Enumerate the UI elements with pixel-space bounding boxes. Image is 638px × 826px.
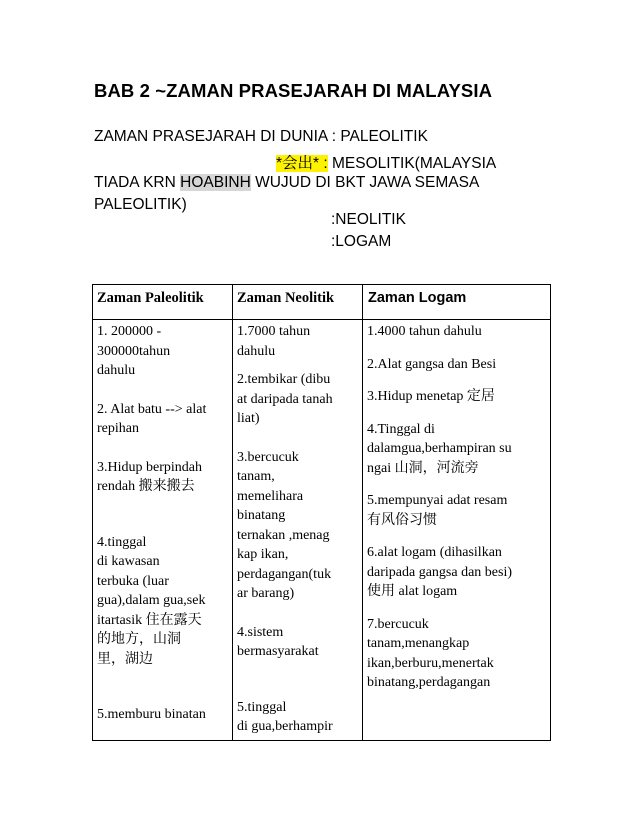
logam-item-5: 5.mempunyai adat resam 有风俗习惯	[367, 493, 508, 528]
neolitik-cell	[233, 320, 363, 741]
intro-line-4: PALEOLITIK)	[94, 196, 187, 213]
intro-line-3	[94, 174, 479, 192]
logam-item-6: 6.alat logam (dihasilkan daripada gangsa dan besi) 使用 alat logam	[367, 545, 512, 599]
logam-cell	[363, 320, 551, 741]
logam-item-3: 3.Hidup menetap 定居	[367, 389, 495, 404]
logam-item-7: 7.bercucuk tanam,menangkap ikan,berburu,menertak binatang,perdagangan	[367, 616, 494, 690]
logam-item-1: 1.4000 tahun dahulu	[367, 324, 482, 339]
neolitik-item-1: 1.7000 tahun dahulu	[237, 324, 311, 359]
intro-line-3-a: TIADA KRN	[94, 174, 181, 191]
intro-line-3-b: WUJUD DI BKT JAWA SEMASA	[250, 174, 480, 191]
intro-line-1: ZAMAN PRASEJARAH DI DUNIA : PALEOLITIK	[94, 128, 428, 145]
header-paleolitik: Zaman Paleolitik	[93, 285, 233, 320]
period-comparison-table	[92, 284, 551, 741]
table-header-row	[93, 285, 551, 320]
neolitik-item-3: 3.bercucuk tanam, memelihara binatang ternakan ,menag kap ikan, perdagangan(tuk ar barang)	[237, 449, 332, 601]
paleolitik-item-2: 2. Alat batu --> alat repihan	[97, 401, 207, 436]
neolitik-item-2: 2.tembikar (dibu at daripada tanah liat)	[237, 372, 333, 426]
intro-line-6: :LOGAM	[331, 233, 392, 250]
chapter-title: BAB 2 ~ZAMAN PRASEJARAH DI MALAYSIA	[94, 80, 493, 101]
paleolitik-item-1: 1. 200000 - 300000tahun dahulu	[97, 324, 171, 378]
paleolitik-item-3: 3.Hidup berpindah rendah 搬来搬去	[97, 459, 202, 494]
paleolitik-item-5: 5.memburu binatan	[97, 707, 206, 722]
highlighted-note: *会出* :	[276, 155, 328, 172]
header-logam: Zaman Logam	[363, 285, 551, 320]
neolitik-item-5: 5.tinggal di gua,berhampir	[237, 699, 333, 734]
highlighted-term: HOABINH	[180, 174, 251, 191]
intro-line-5: :NEOLITIK	[331, 211, 406, 228]
paleolitik-cell	[93, 320, 233, 741]
intro-line-2	[276, 151, 496, 173]
intro-line-2-text: MESOLITIK(MALAYSIA	[327, 155, 497, 172]
header-neolitik: Zaman Neolitik	[233, 285, 363, 320]
neolitik-item-4: 4.sistem bermasyarakat	[237, 624, 319, 659]
table-row	[93, 320, 551, 741]
logam-item-2: 2.Alat gangsa dan Besi	[367, 356, 497, 372]
logam-item-4: 4.Tinggal di dalamgua,berhampiran su ngai 山洞，河流旁	[367, 421, 512, 476]
paleolitik-item-4: 4.tinggal di kawasan terbuka (luar gua),dalam gua,sek itartasik 住在露天 的地方，山洞 里，湖边	[97, 534, 206, 667]
